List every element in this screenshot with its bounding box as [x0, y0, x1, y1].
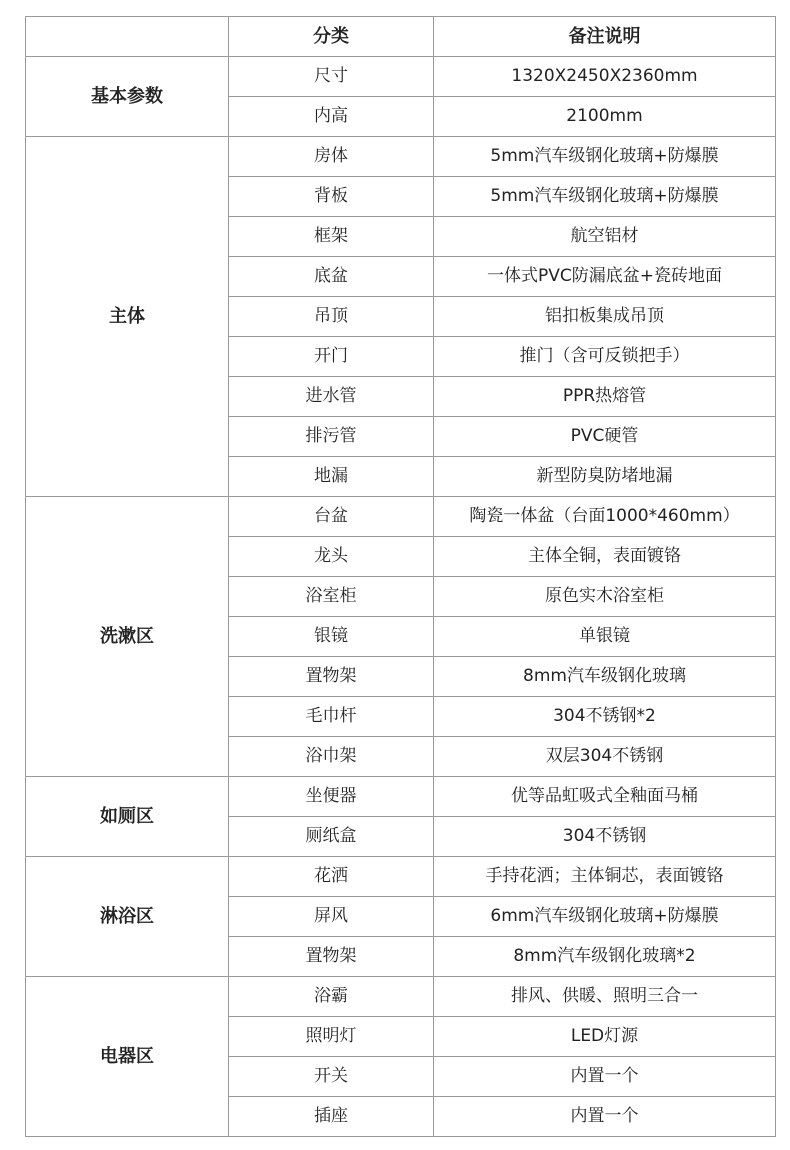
- note-cell: PVC硬管: [434, 417, 776, 457]
- note-cell: 内置一个: [434, 1057, 776, 1097]
- item-cell: 地漏: [229, 457, 434, 497]
- note-cell: 航空铝材: [434, 217, 776, 257]
- item-cell: 置物架: [229, 657, 434, 697]
- note-cell: PPR热熔管: [434, 377, 776, 417]
- item-cell: 屏风: [229, 897, 434, 937]
- note-cell: 304不锈钢*2: [434, 697, 776, 737]
- item-cell: 厕纸盒: [229, 817, 434, 857]
- table-row: [26, 977, 776, 1017]
- note-cell: 一体式PVC防漏底盆+瓷砖地面: [434, 257, 776, 297]
- note-cell: 5mm汽车级钢化玻璃+防爆膜: [434, 177, 776, 217]
- item-cell: 吊顶: [229, 297, 434, 337]
- group-label: 基本参数: [26, 57, 229, 137]
- table-row: [26, 137, 776, 177]
- note-cell: 新型防臭防堵地漏: [434, 457, 776, 497]
- table-row: [26, 857, 776, 897]
- item-cell: 置物架: [229, 937, 434, 977]
- item-cell: 照明灯: [229, 1017, 434, 1057]
- item-cell: 尺寸: [229, 57, 434, 97]
- group-label: 电器区: [26, 977, 229, 1137]
- note-cell: 1320X2450X2360mm: [434, 57, 776, 97]
- header-category: 分类: [229, 17, 434, 57]
- item-cell: 插座: [229, 1097, 434, 1137]
- item-cell: 银镜: [229, 617, 434, 657]
- note-cell: LED灯源: [434, 1017, 776, 1057]
- item-cell: 开关: [229, 1057, 434, 1097]
- note-cell: 原色实木浴室柜: [434, 577, 776, 617]
- item-cell: 开门: [229, 337, 434, 377]
- note-cell: 双层304不锈钢: [434, 737, 776, 777]
- note-cell: 单银镜: [434, 617, 776, 657]
- group-label: 洗漱区: [26, 497, 229, 777]
- note-cell: 内置一个: [434, 1097, 776, 1137]
- spec-table: [25, 16, 776, 1137]
- note-cell: 5mm汽车级钢化玻璃+防爆膜: [434, 137, 776, 177]
- group-label: 淋浴区: [26, 857, 229, 977]
- item-cell: 龙头: [229, 537, 434, 577]
- table-row: [26, 57, 776, 97]
- item-cell: 框架: [229, 217, 434, 257]
- note-cell: 6mm汽车级钢化玻璃+防爆膜: [434, 897, 776, 937]
- item-cell: 浴巾架: [229, 737, 434, 777]
- header-remark: 备注说明: [434, 17, 776, 57]
- item-cell: 背板: [229, 177, 434, 217]
- item-cell: 浴室柜: [229, 577, 434, 617]
- table-row: [26, 777, 776, 817]
- item-cell: 花洒: [229, 857, 434, 897]
- item-cell: 排污管: [229, 417, 434, 457]
- note-cell: 主体全铜，表面镀铬: [434, 537, 776, 577]
- item-cell: 房体: [229, 137, 434, 177]
- note-cell: 推门（含可反锁把手）: [434, 337, 776, 377]
- header-row: [26, 17, 776, 57]
- group-label: 主体: [26, 137, 229, 497]
- item-cell: 进水管: [229, 377, 434, 417]
- note-cell: 排风、供暖、照明三合一: [434, 977, 776, 1017]
- note-cell: 手持花洒；主体铜芯，表面镀铬: [434, 857, 776, 897]
- note-cell: 铝扣板集成吊顶: [434, 297, 776, 337]
- note-cell: 2100mm: [434, 97, 776, 137]
- group-label: 如厕区: [26, 777, 229, 857]
- item-cell: 浴霸: [229, 977, 434, 1017]
- note-cell: 8mm汽车级钢化玻璃*2: [434, 937, 776, 977]
- item-cell: 底盆: [229, 257, 434, 297]
- item-cell: 台盆: [229, 497, 434, 537]
- header-blank: [26, 17, 229, 57]
- item-cell: 坐便器: [229, 777, 434, 817]
- table-row: [26, 497, 776, 537]
- note-cell: 304不锈钢: [434, 817, 776, 857]
- item-cell: 毛巾杆: [229, 697, 434, 737]
- note-cell: 8mm汽车级钢化玻璃: [434, 657, 776, 697]
- note-cell: 优等品虹吸式全釉面马桶: [434, 777, 776, 817]
- note-cell: 陶瓷一体盆（台面1000*460mm）: [434, 497, 776, 537]
- item-cell: 内高: [229, 97, 434, 137]
